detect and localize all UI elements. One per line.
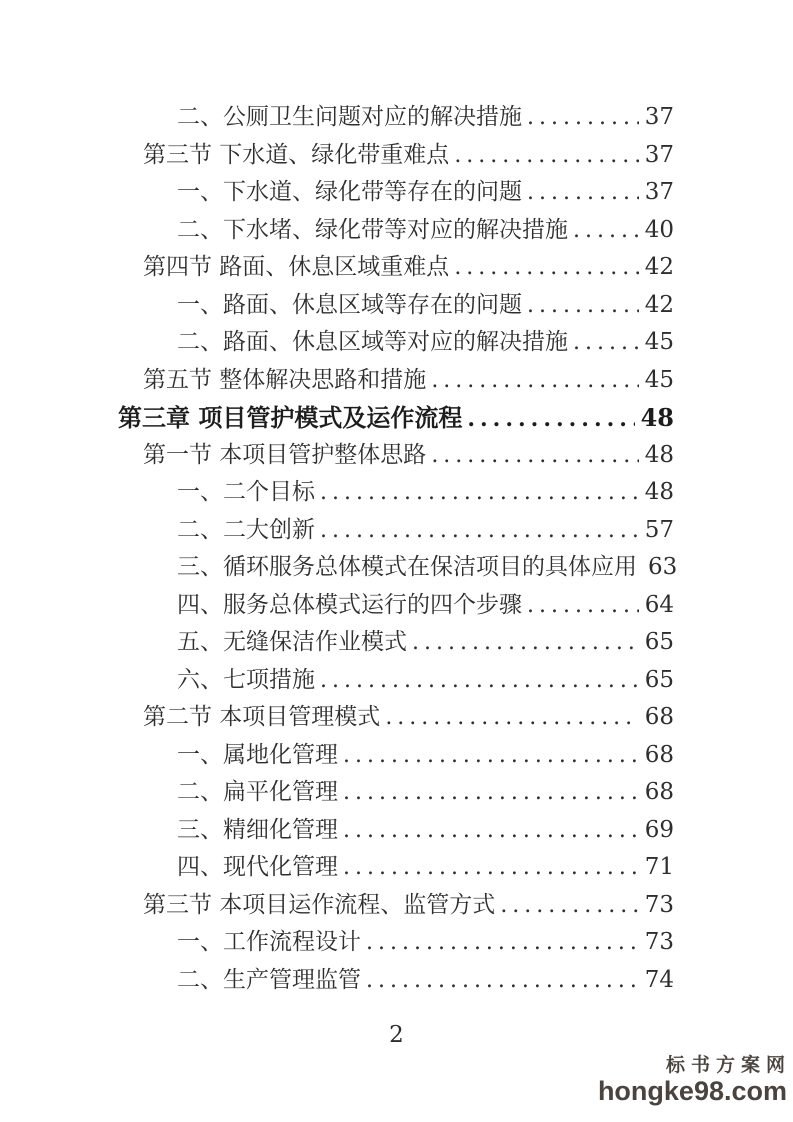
toc-entry-label: 二、二大创新: [177, 516, 315, 543]
toc-entry-page: 64: [644, 591, 674, 618]
toc-entry-label: 二、路面、休息区域等对应的解决措施: [177, 329, 568, 355]
toc-entry[interactable]: [118, 737, 674, 775]
toc-entry-page: 74: [644, 966, 674, 993]
toc-entry-page: 69: [644, 816, 674, 843]
toc-entry-label: 四、现代化管理: [177, 854, 338, 880]
toc-entry-page: 48: [644, 441, 674, 468]
toc-entry[interactable]: [118, 624, 674, 662]
dot-leader: [320, 512, 639, 550]
toc-entry-page: 63: [648, 554, 678, 580]
toc-entry[interactable]: [118, 812, 674, 850]
dot-leader: [527, 174, 639, 212]
toc-entry-page: 68: [644, 779, 674, 805]
toc-entry-label: 三、循环服务总体模式在保洁项目的具体应用: [177, 554, 637, 580]
toc-entry-label: 三、精细化管理: [177, 816, 338, 843]
dot-leader: [431, 437, 638, 475]
toc-entry-label: 一、属地化管理: [177, 741, 338, 768]
toc-entry-page: 65: [644, 629, 674, 655]
toc-entry-label: 二、扁平化管理: [177, 779, 338, 805]
watermark-site-url: hongke98.com: [597, 1075, 787, 1106]
page-number: 2: [389, 1022, 404, 1048]
watermark: [597, 1055, 791, 1107]
toc-entry-page: 42: [644, 291, 674, 318]
dot-leader: [412, 624, 639, 662]
toc-entry[interactable]: [118, 174, 674, 212]
dot-leader: [343, 774, 639, 812]
toc-entry[interactable]: [118, 287, 674, 325]
toc-entry-label: 第一节 本项目管护整体思路: [143, 441, 427, 468]
toc-entry-label: 第三节 本项目运作流程、监管方式: [143, 891, 496, 918]
dot-leader: [366, 962, 639, 1000]
toc-entry-label: 第三章 项目管护模式及运作流程: [118, 403, 463, 432]
toc-entry[interactable]: [118, 512, 674, 550]
toc-entry-label: 第四节 路面、休息区域重难点: [143, 254, 450, 280]
toc-entry-page: 73: [644, 891, 674, 918]
dot-leader: [343, 849, 639, 887]
dot-leader: [573, 324, 639, 362]
toc-entry-page: 42: [644, 254, 674, 280]
watermark-site-name: 标书方案网: [665, 1055, 791, 1076]
toc-entry-page: 71: [644, 854, 674, 880]
toc-entry[interactable]: [118, 924, 674, 962]
dot-leader: [431, 362, 638, 400]
toc-entry-page: 57: [644, 516, 674, 543]
toc-entry[interactable]: [118, 362, 674, 400]
toc-entry-page: 65: [644, 666, 674, 693]
dot-leader: [573, 212, 639, 250]
dot-leader: [527, 287, 639, 325]
toc-entry[interactable]: [118, 549, 678, 587]
toc-entry[interactable]: [118, 699, 674, 737]
toc-entry[interactable]: [118, 137, 674, 175]
dot-leader: [320, 474, 639, 512]
toc-entry[interactable]: [118, 962, 674, 1000]
toc-entry-label: 六、七项措施: [177, 666, 315, 693]
toc-entry-label: 五、无缝保洁作业模式: [177, 629, 407, 655]
toc-entry-label: 第三节 下水道、绿化带重难点: [143, 141, 450, 168]
toc-entry-page: 45: [644, 366, 674, 393]
dot-leader: [454, 137, 638, 175]
toc-entry-page: 73: [644, 929, 674, 955]
toc-entry-page: 40: [644, 216, 674, 243]
toc-entry[interactable]: [118, 887, 674, 925]
toc-entry-label: 二、下水堵、绿化带等对应的解决措施: [177, 216, 568, 243]
toc-entry-label: 一、路面、休息区域等存在的问题: [177, 291, 522, 318]
toc-entry-label: 第五节 整体解决思路和措施: [143, 366, 427, 393]
toc-entry-page: 37: [644, 141, 674, 168]
toc-entry-page: 37: [644, 104, 674, 130]
toc-entry-page: 37: [644, 179, 674, 205]
toc-entry-label: 四、服务总体模式运行的四个步骤: [177, 591, 522, 618]
toc-entry-label: 第二节 本项目管理模式: [143, 704, 381, 730]
toc-entry[interactable]: [118, 212, 674, 250]
table-of-contents: [118, 99, 678, 999]
dot-leader: [500, 887, 638, 925]
toc-entry[interactable]: [118, 662, 674, 700]
dot-leader: [366, 924, 639, 962]
toc-entry[interactable]: [118, 399, 674, 437]
toc-entry-label: 一、工作流程设计: [177, 929, 361, 955]
toc-entry[interactable]: [118, 474, 674, 512]
dot-leader: [385, 699, 638, 737]
dot-leader: [343, 812, 639, 850]
toc-entry[interactable]: [118, 99, 674, 137]
dot-leader: [454, 249, 638, 287]
toc-entry[interactable]: [118, 249, 674, 287]
dot-leader: [527, 587, 639, 625]
toc-entry-label: 一、二个目标: [177, 479, 315, 505]
toc-entry[interactable]: [118, 324, 674, 362]
toc-entry-page: 68: [644, 704, 674, 730]
toc-entry-label: 二、生产管理监管: [177, 966, 361, 993]
toc-entry-page: 48: [640, 403, 674, 432]
toc-entry[interactable]: [118, 774, 674, 812]
toc-entry-page: 45: [644, 329, 674, 355]
toc-entry-page: 68: [644, 741, 674, 768]
toc-entry-label: 二、公厕卫生问题对应的解决措施: [177, 104, 522, 130]
dot-leader: [527, 99, 639, 137]
dot-leader: [467, 401, 634, 439]
toc-entry[interactable]: [118, 849, 674, 887]
toc-entry-label: 一、下水道、绿化带等存在的问题: [177, 179, 522, 205]
toc-entry-page: 48: [644, 479, 674, 505]
dot-leader: [343, 737, 639, 775]
dot-leader: [320, 662, 639, 700]
toc-entry[interactable]: [118, 437, 674, 475]
toc-entry[interactable]: [118, 587, 674, 625]
